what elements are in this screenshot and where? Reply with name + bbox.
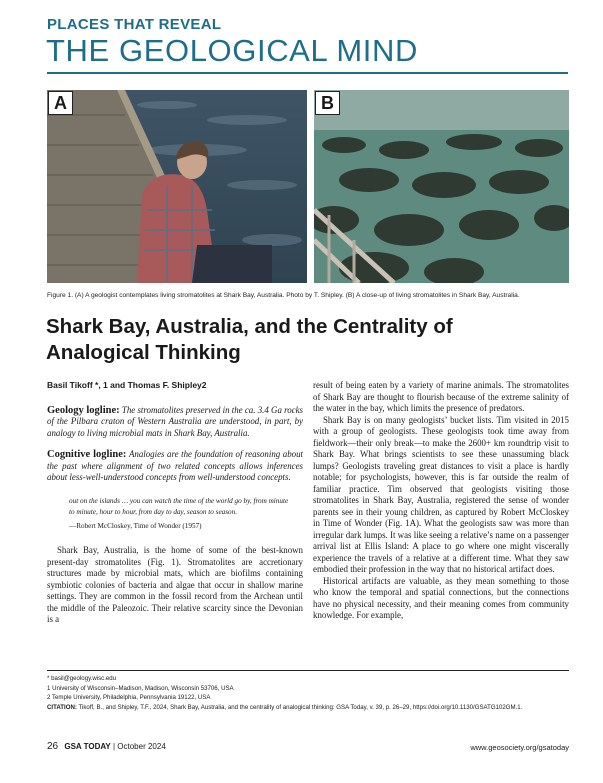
citation [47,703,569,713]
header-rule [47,72,568,74]
epigraph-attribution: —Robert McCloskey, Time of Wonder (1957) [69,521,202,530]
figure-label-a: A [48,91,73,115]
geology-logline-text: The stromatolites preserved in the ca. 3.4 Ga rocks of the Pilbara craton of Western Australia are understood, in part, by analogy to living microbial mats in Shark Bay, Australia. [47,404,304,438]
citation-label: CITATION: [47,703,77,711]
figure-1b-photo [314,90,569,283]
geology-logline [47,405,303,440]
page-footer [47,741,569,752]
column-right [313,380,569,622]
citation-text: Tikoff, B., and Shipley, T.F., 2024, Shark Bay, Australia, and the centrality of analogical thinking: GSA Today, v. 39, p. 26–29, https://doi.org/10.1130/GSATG102GM.1. [78,703,523,711]
epigraph: out on the islands … you can watch the time of the world go by, from minute to minute, hour to hour, from day to day, season to season. [69,496,289,516]
issue-date: | October 2024 [112,742,166,751]
figure-label-b: B [315,91,340,115]
footnote-email: * basil@geology.wisc.edu [47,675,117,682]
figure-caption: Figure 1. (A) A geologist contemplates living stromatolites at Shark Bay, Australia. Photo by T. Shipley. (B) A close-up of living stromatolites in Shark Bay, Australia. [47,292,520,299]
section-kicker: PLACES THAT REVEAL [47,16,222,33]
section-title: THE GEOLOGICAL MIND [46,33,418,68]
article-authors: Basil Tikoff *, 1 and Thomas F. Shipley2 [47,380,207,390]
page-number: 26 [47,741,59,752]
journal-website[interactable]: www.geosociety.org/gsatoday [470,743,569,752]
column-left [47,380,303,626]
body-paragraph: Shark Bay, Australia, is the home of some of the best-known present-day stromatolites (Fig. 1). Stromatolites are accretionary structures made by microbial mats, which are biofilms containing symbiotic colonies of bacteria and algae that occur in shallow marine settings. They are common in the fossil record from the Archean until the middle of the Paleozoic. Their relative scarcity since the Devonian is a [47,545,303,624]
footnotes [47,674,569,712]
journal-name: GSA TODAY [64,742,111,751]
footnote-affiliation-1: 1 University of Wisconsin–Madison, Madison, Wisconsin 53706, USA [47,684,234,692]
body-paragraph: Shark Bay is on many geologists’ bucket lists. Tim visited in 2015 with a group of geologists. These geologists took time away from fieldwork—their only break—to make the 2600+ km roundtrip visit to Shark Bay. What brings scientists to see these unassuming black lumps? Geologists traveling great distances to visit a place is hardly notable; for psychologists, however, this is far outside the realm of familiar practice. Tim observed that geologists visiting those stromatolites in Shark Bay, Australia, registered the sense of wonder parents see in their young children, as captured by Robert McCloskey in Time of Wonder (Fig. 1A). What the geologists saw was more than irregular dark lumps. It was like seeing a relative’s name on a passenger arrival list at Ellis Island: A place to go where one might viscerally experience the travels of a relative at a different time. What they saw embodied their profession in the way that no historical artifact does. [313,414,569,574]
body-paragraph: result of being eaten by a variety of marine animals. The stromatolites of Shark Bay are thought to flourish because of the extreme salinity of the water in the bay, which limits the presence of predators. [313,380,569,413]
cognitive-logline [47,449,303,484]
geology-logline-label: Geology logline: [47,404,120,416]
footnote-rule [47,670,569,671]
article-title: Shark Bay, Australia, and the Centrality of Analogical Thinking [46,315,453,364]
cognitive-logline-text: Analogies are the foundation of reasoning about the past where alignment of two related concepts allows inferences about less-well-understood concepts from well-understood concepts. [47,449,303,482]
body-paragraph: Historical artifacts are valuable, as they mean something to those who know the temporal and spatial connections, but the connections have no physical necessity, and their meaning comes from community knowledge. For example, [313,575,569,620]
cognitive-logline-label: Cognitive logline: [47,449,127,460]
figure-1a-photo [47,90,307,283]
footnote-affiliation-2: 2 Temple University, Philadelphia, Pennsylvania 19122, USA [47,694,211,702]
